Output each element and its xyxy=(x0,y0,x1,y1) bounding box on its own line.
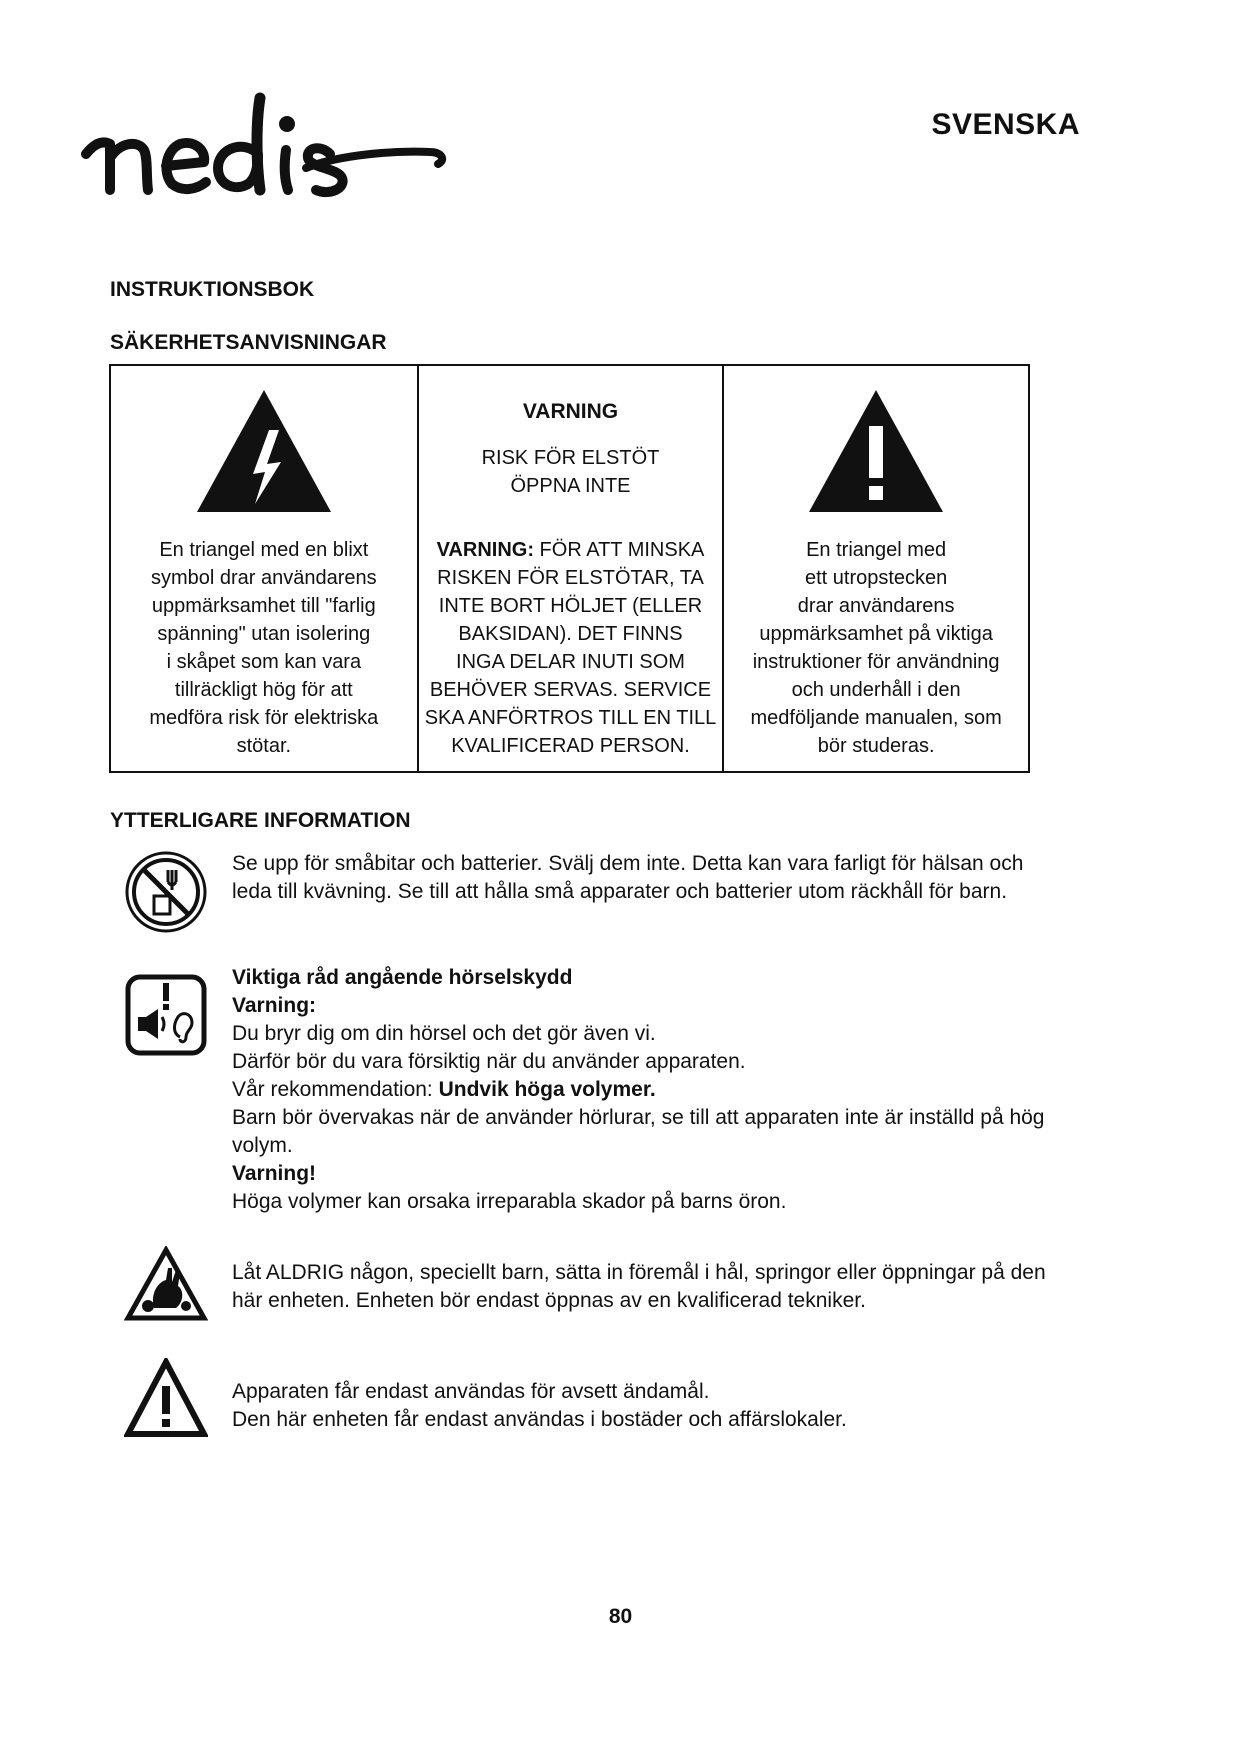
small-parts-text: Se upp för småbitar och batterier. Svälj dem inte. Detta kan vara farligt för hälsan och leda till kvävning. Se till att hålla små apparater och batterier utom räckhåll för barn. xyxy=(232,852,1024,903)
warning-description: VARNING: FÖR ATT MINSKA RISKEN FÖR ELSTÖTAR, TA INTE BORT HÖLJET (ELLER BAKSIDAN). DET FINNS INGA DELAR INUTI SOM BEHÖVER SERVAS. SERVICE SKA ANFÖRTROS TILL EN TILL KVALIFICERAD PERSON. xyxy=(424,539,717,757)
hearing-protection-icon xyxy=(124,973,208,1057)
exclamation-description: En triangel med ett utropstecken drar användarens uppmärksamhet på viktiga instruktioner för användning och underhåll i den medföljande manualen, som bör studeras. xyxy=(750,539,1002,757)
page-number: 80 xyxy=(608,1605,633,1628)
safety-col-lightning xyxy=(111,366,417,771)
lightning-triangle-icon xyxy=(193,386,335,516)
no-small-parts-icon xyxy=(124,850,208,934)
safety-col-warning xyxy=(417,366,723,771)
no-insert-objects-icon xyxy=(124,1246,208,1322)
usage-text: Apparaten får endast användas för avsett ändamål. Den här enheten får endast användas i bostäder och affärslokaler. xyxy=(232,1380,847,1431)
lightning-description: En triangel med en blixt symbol drar användarens uppmärksamhet till "farlig spänning" utan isolering i skåpet som kan vara tillräckligt hög för att medföra risk för elektriska stötar. xyxy=(149,539,379,757)
safety-col-exclamation xyxy=(722,366,1028,771)
additional-info-title: YTTERLIGARE INFORMATION xyxy=(110,809,411,832)
manual-title: INSTRUKTIONSBOK xyxy=(110,278,315,301)
caution-triangle-icon xyxy=(124,1358,208,1438)
warning-label: VARNING: xyxy=(436,539,534,561)
safety-title: SÄKERHETSANVISNINGAR xyxy=(110,331,387,354)
nedis-logo xyxy=(80,92,455,207)
exclamation-triangle-icon xyxy=(805,386,947,516)
safety-table xyxy=(109,364,1030,773)
warning-title: VARNING xyxy=(522,400,619,423)
hearing-text: Viktiga råd angående hörselskydd Varning: Du bryr dig om din hörsel och det gör även vi. Därför bör du vara försiktig när du använder apparaten. Vår rekommendation: Undvik höga volymer. Barn bör övervakas när de använder hörlurar, se till att apparaten inte är inställd på hög volym. Varning! Höga volymer kan orsaka irreparabla skador på barns öron. xyxy=(232,966,1045,1213)
warning-subtitle: RISK FÖR ELSTÖT ÖPPNA INTE xyxy=(481,447,660,497)
language-label: SVENSKA xyxy=(931,108,1080,141)
openings-text: Låt ALDRIG någon, speciellt barn, sätta in föremål i hål, springor eller öppningar på den här enheten. Enheten bör endast öppnas av en kvalificerad tekniker. xyxy=(232,1261,1046,1312)
